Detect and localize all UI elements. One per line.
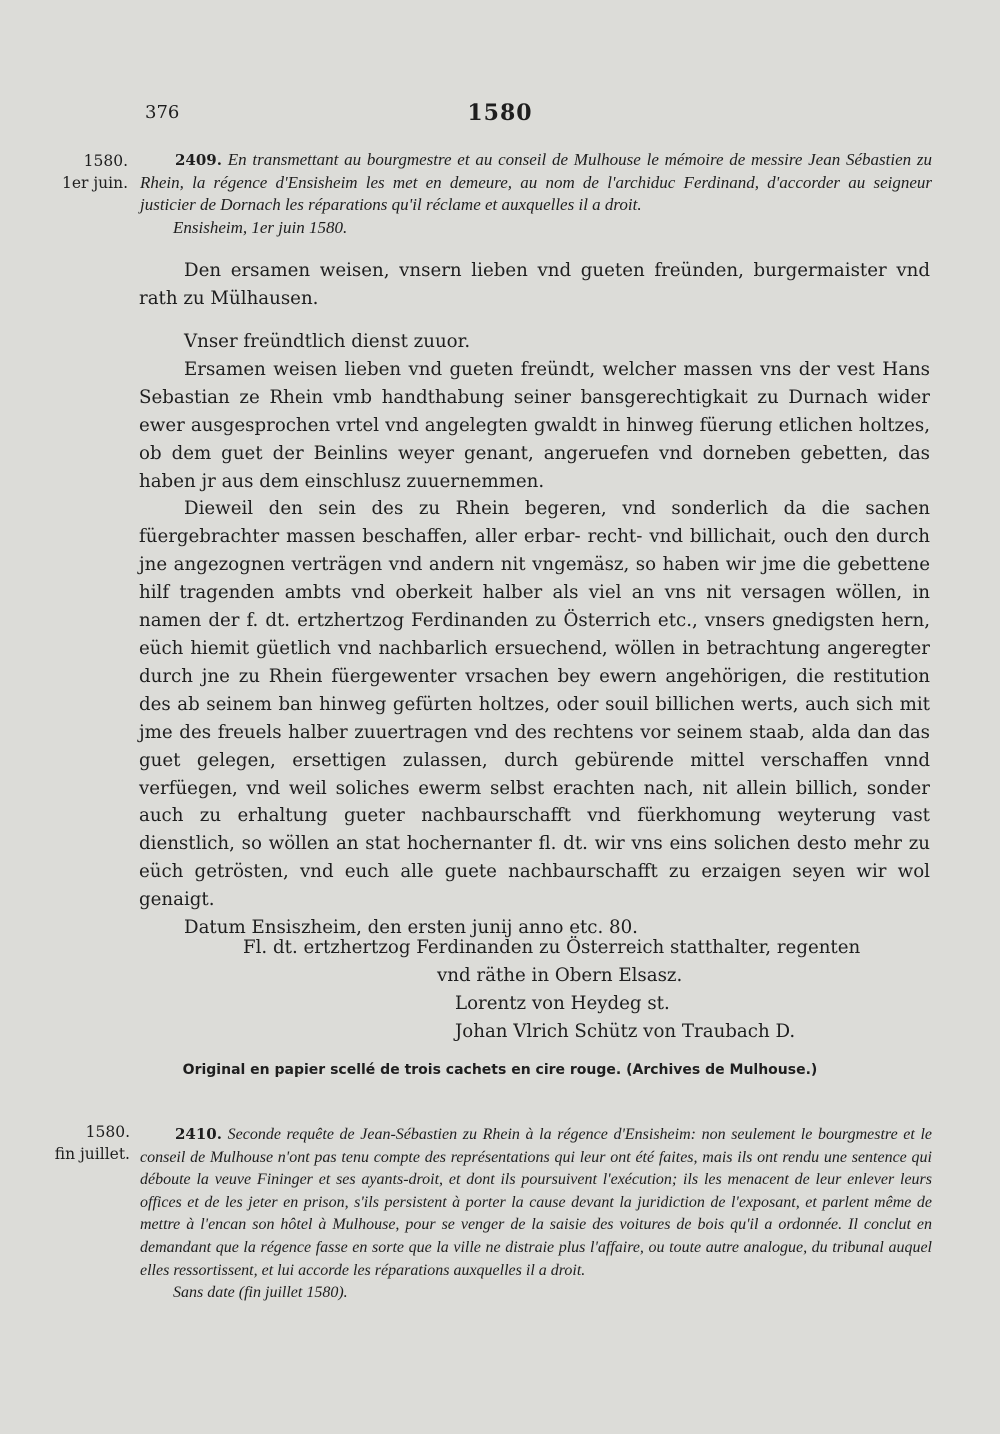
signature-line: Johan Vlrich Schütz von Traubach D. (455, 1021, 796, 1042)
page-number: 376 (145, 102, 180, 123)
summary-text: En transmettant au bourgmestre et au conseil de Mulhouse le mémoire de messire Jean Sébastien zu Rhein, la régence d'Ensisheim les met en demeure, au nom de l'archiduc Ferdinand, d'accorder au seigneur justicier de Dornach les réparations qu'il réclame et auxquelles il a droit. (140, 150, 932, 214)
entry-number: 2410. (175, 1125, 222, 1143)
address-text: Den ersamen weisen, vnsern lieben vnd gueten freünden, burgermaister vnd rath zu Mülhausen. (139, 260, 930, 309)
letter-address (139, 257, 930, 313)
signature-line: vnd räthe in Obern Elsasz. (437, 965, 683, 986)
signature-line: Fl. dt. ertzhertzog Ferdinanden zu Österreich statthalter, regenten (243, 937, 861, 958)
entry-summary-2409 (140, 149, 932, 239)
body-paragraph: Dieweil den sein des zu Rhein begeren, vnd sonderlich da die sachen füergebrachter massen beschaffen, aller erbar- recht- vnd billichait, ouch den durch jne angezognen verträgen vnd andern nit vngemäsz, so haben wir jme die gebettene hilf tragenden ambts vnd oberkeit halber als viel an vns nit versagen wöllen, in namen der f. dt. ertzhertzog Ferdinanden zu Österrich etc., vnsers gnedigsten hern, eüch hiemit güetlich vnd nachbarlich ersuechend, wöllen in betrachtung angeregter durch jne zu Rhein füergewenter vrsachen bey ewern angehörigen, die restitution des ab seinem ban hinweg gefürten holtzes, oder souil billichen werts, auch sich mit jme des freuels halber zuuertragen vnd des rechtens vor seinem staab, alda dan das guet gelegen, ersettigen zulassen, durch gebürende mittel verschaffen vnnd verfüegen, vnd weil soliches ewerm selbst erachten nach, nit allein billich, sonder auch zu erhaltung gueter nachbaurschafft vnd füerkhomung weyterung vast dienstlich, so wöllen an stat hochernanter fl. dt. wir vns eins solichen desto mehr zu eüch getrösten, vnd euch alle guete nachbaurschafft zu erzaigen seyen wir wol genaigt. (139, 498, 930, 911)
margin-date-year: 1580. (85, 1123, 130, 1141)
margin-date-2409 (40, 150, 128, 194)
margin-date-2410 (30, 1121, 130, 1165)
summary-text: Seconde requête de Jean-Sébastien zu Rhein à la régence d'Ensisheim: non seulement le bourgmestre et le conseil de Mulhouse n'ont pas tenu compte des représentations qui leur ont été faites, mais ils ont rendu une sentence qui déboute la veuve Fininger et ses ayants-droit, et dont ils poursuivent l'exécution; ils les menacent de leur enlever leurs offices et de les jeter en prison, s'ils persistent à porter la cause devant la juridiction de l'exposant, et parlent même de mettre à l'encan son hôtel à Mulhouse, pour se venger de la saisie des voitures de bois qu'il a ordonnée. Il conclut en demandant que la régence fasse en sorte que la ville ne distraie plus l'affaire, ou toute autre analogue, du tribunal auquel elles ressortissent, et lui accorde les réparations auxquelles il a droit. (140, 1126, 932, 1279)
margin-date-day: 1er juin. (61, 174, 128, 192)
dateline: Datum Ensiszheim, den ersten junij anno etc. 80. (184, 917, 638, 939)
page-year-heading: 1580 (467, 100, 533, 126)
running-head (0, 100, 1000, 130)
letter-body (139, 328, 930, 942)
entry-number: 2409. (175, 151, 222, 169)
salutation: Vnser freündtlich dienst zuuor. (184, 331, 471, 352)
place-date: Ensisheim, 1er juin 1580. (173, 217, 348, 237)
source-note: Original en papier scellé de trois cachets en cire rouge. (Archives de Mulhouse.) (182, 1062, 818, 1078)
signature-line: Lorentz von Heydeg st. (455, 993, 670, 1014)
place-date: Sans date (fin juillet 1580). (173, 1284, 348, 1302)
margin-date-day: fin juillet. (54, 1145, 130, 1163)
entry-summary-2410 (140, 1123, 932, 1305)
margin-date-year: 1580. (83, 152, 128, 170)
body-paragraph: Ersamen weisen lieben vnd gueten freündt, welcher massen vns der vest Hans Sebastian ze Rhein vmb handthabung seiner bansgerechtigkait zu Durnach wider ewer ausgesprochen vrtel vnd angelegten gwaldt in hinweg füerung etlichen holtzes, ob dem guet der Beinlins weyer genant, angeruefen vnd dorneben gebetten, das haben jr aus dem einschlusz zuuernemmen. (139, 358, 930, 492)
